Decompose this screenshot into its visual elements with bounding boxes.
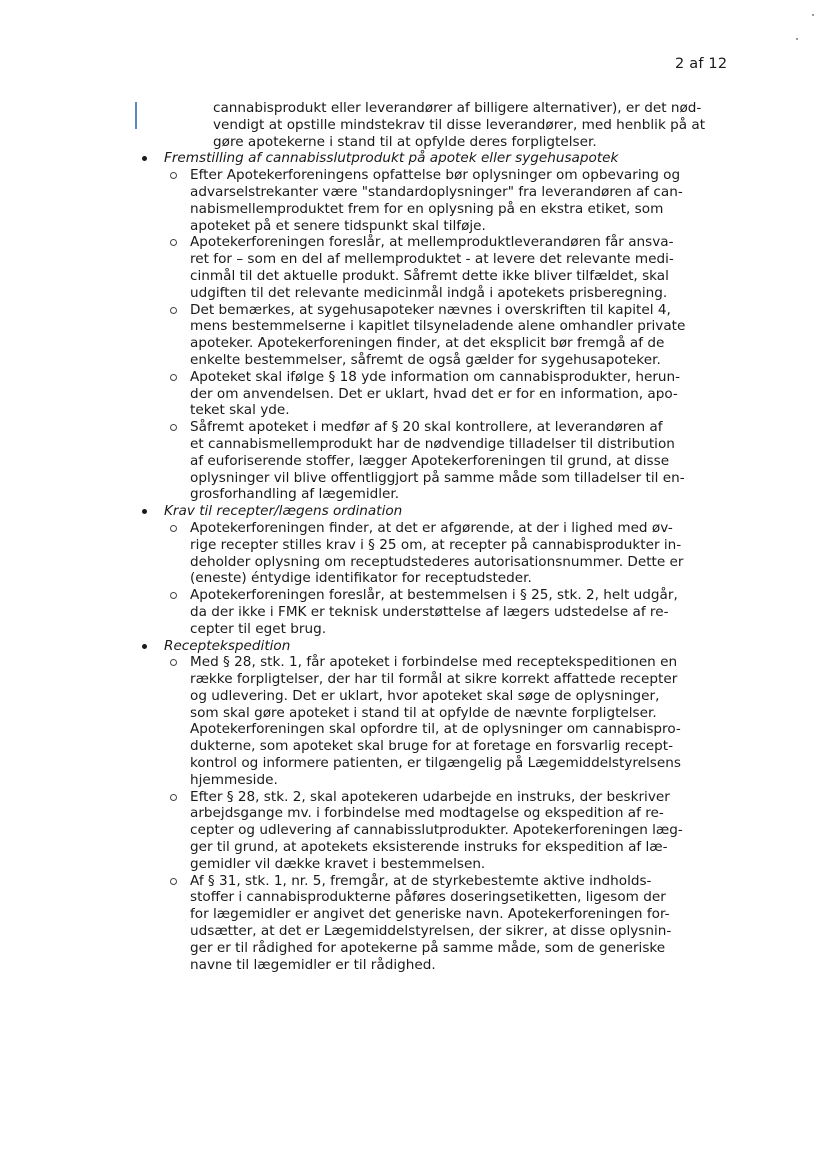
sub-bullet-text [190,654,726,788]
text-line: kontrol og informere patienten, er tilgængelig på Lægemiddelstyrelsens [190,755,681,772]
sub-bullet-text [190,520,726,587]
text-line: navne til lægemidler er til rådighed. [190,956,436,973]
text-line: arbejdsgange mv. i forbindelse med modtagelse og ekspedition af re- [190,805,664,822]
text-line: oplysninger vil blive offentliggjort på samme måde som tilladelser til en- [190,469,685,486]
text-line: stoffer i cannabisprodukterne påføres doseringsetiketten, ligesom der [190,889,666,906]
bullet-section [141,503,726,520]
text-line: advarselstrekanter være "standardoplysninger" fra leverandøren af can- [190,183,683,200]
sub-bullet-item [141,302,726,369]
text-line: Apotekerforeningen finder, at det er afgørende, at der i lighed med øv- [190,519,673,536]
text-line: og udlevering. Det er uklart, hvor apoteket skal søge de oplysninger, [190,687,660,704]
text-line: cannabisprodukt eller leverandører af billigere alternativer), er det nød- [213,100,702,116]
text-line: apoteket på et senere tidspunkt skal tilføje. [190,217,486,234]
sub-bullet-item [141,789,726,873]
sub-bullet-item [141,167,726,234]
section-heading: Fremstilling af cannabisslutprodukt på apotek eller sygehusapotek [164,150,619,167]
page-number: 2 af 12 [675,56,728,72]
text-line: cepter til eget brug. [190,620,327,637]
revision-margin-bar [135,102,137,129]
bullet-dot-icon [142,156,147,161]
circle-bullet-icon [170,424,177,431]
text-line: udgiften til det relevante medicinmål indgå i apotekets prisberegning. [190,284,668,301]
text-line: Af § 31, stk. 1, nr. 5, fremgår, at de styrkebestemte aktive indholds- [190,872,652,889]
text-line: af euforiserende stoffer, lægger Apotekerforeningen til grund, at disse [190,452,670,469]
sub-bullet-item [141,234,726,301]
text-line: hjemmeside. [190,771,278,788]
text-line: Apoteket skal ifølge § 18 yde information om cannabisprodukter, herun- [190,368,681,385]
text-line: ret for – som en del af mellemproduktet - at levere det relevante medi- [190,251,674,268]
sub-bullet-text [190,167,726,234]
sub-bullet-item [141,419,726,503]
sub-bullet-item [141,520,726,587]
bullet-dot-icon [142,644,147,649]
text-line: der om anvendelsen. Det er uklart, hvad det er for en information, apo- [190,385,678,402]
text-line: som skal gøre apoteket i stand til at opfylde de nævnte forpligtelser. [190,704,657,721]
bullet-dot-icon [142,509,147,514]
sub-bullet-text [190,234,726,301]
text-line: gøre apotekerne i stand til at opfylde deres forpligtelser. [213,133,597,150]
text-line: Efter § 28, stk. 2, skal apotekeren udarbejde en instruks, der beskriver [190,788,670,805]
sub-bullet-text [190,873,726,974]
text-line: cinmål til det aktuelle produkt. Såfremt dette ikke bliver tilfældet, skal [190,267,669,284]
continuation-paragraph [213,100,726,150]
text-line: enkelte bestemmelser, såfremt de også gælder for sygehusapoteker. [190,351,661,368]
text-line: dukterne, som apoteket skal bruge for at foretage en forsvarlig recept- [190,738,674,755]
section-heading: Krav til recepter/lægens ordination [164,503,403,520]
text-line: grosforhandling af lægemidler. [190,486,400,503]
circle-bullet-icon [170,374,177,381]
sub-bullet-text [190,302,726,369]
sub-bullet-text [190,789,726,873]
text-line: Apotekerforeningen skal opfordre til, at de oplysninger om cannabispro- [190,721,681,738]
text-line: række forpligtelser, der har til formål at sikre korrekt affattede recepter [190,671,678,688]
circle-bullet-icon [170,525,177,532]
text-line: ger til grund, at apotekets eksisterende instruks for ekspedition af læ- [190,839,668,856]
text-line: (eneste) éntydige identifikator for receptudsteder. [190,570,532,587]
text-line: udsætter, at det er Lægemiddelstyrelsen, der sikrer, at disse oplysnin- [190,923,672,940]
circle-bullet-icon [170,172,177,179]
sub-bullet-text [190,419,726,503]
text-line: et cannabismellemprodukt har de nødvendige tilladelser til distribution [190,435,675,452]
sub-bullet-text [190,587,726,637]
text-line: Det bemærkes, at sygehusapoteker nævnes i overskriften til kapitel 4, [190,301,671,318]
sub-bullet-item [141,369,726,419]
bullet-section [141,150,726,167]
text-line: rige recepter stilles krav i § 25 om, at recepter på cannabisprodukter in- [190,536,682,553]
text-line: gemidler vil dække kravet i bestemmelsen. [190,855,486,872]
text-line: cepter og udlevering af cannabisslutprodukter. Apotekerforeningen læg- [190,822,683,839]
text-line: apoteker. Apotekerforeningen finder, at det eksplicit bør fremgå af de [190,335,665,352]
text-line: Med § 28, stk. 1, får apoteket i forbindelse med receptekspeditionen en [190,654,678,671]
text-line: mens bestemmelserne i kapitlet tilsyneladende alene omhandler private [190,318,686,335]
text-line: ger er til rådighed for apotekerne på samme måde, som de generiske [190,939,666,956]
circle-bullet-icon [170,307,177,314]
text-line: da der ikke i FMK er teknisk understøttelse af lægers udstedelse af re- [190,603,669,620]
text-line: vendigt at opstille mindstekrav til disse leverandører, med henblik på at [213,116,706,133]
sub-bullet-item [141,654,726,788]
scan-speck [796,38,798,40]
sub-bullet-item [141,873,726,974]
circle-bullet-icon [170,239,177,246]
scan-speck [812,14,814,16]
section-heading: Receptekspedition [164,637,291,654]
text-line: teket skal yde. [190,402,290,419]
text-line: Apotekerforeningen foreslår, at mellemproduktleverandøren får ansva- [190,234,674,251]
circle-bullet-icon [170,878,177,885]
circle-bullet-icon [170,659,177,666]
text-line: Efter Apotekerforeningens opfattelse bør oplysninger om opbevaring og [190,167,681,184]
text-line: deholder oplysning om receptudstederes autorisationsnummer. Dette er [190,553,684,570]
bullet-section [141,638,726,655]
document-body [141,100,726,973]
text-line: Apotekerforeningen foreslår, at bestemmelsen i § 25, stk. 2, helt udgår, [190,587,678,604]
text-line: for lægemidler er angivet det generiske navn. Apotekerforeningen for- [190,906,670,923]
text-line: Såfremt apoteket i medfør af § 20 skal kontrollere, at leverandøren af [190,419,663,436]
sub-bullet-item [141,587,726,637]
circle-bullet-icon [170,592,177,599]
circle-bullet-icon [170,794,177,801]
text-line: nabismellemproduktet frem for en oplysning på en ekstra etiket, som [190,200,664,217]
sub-bullet-text [190,369,726,419]
bullet-list [141,150,726,973]
